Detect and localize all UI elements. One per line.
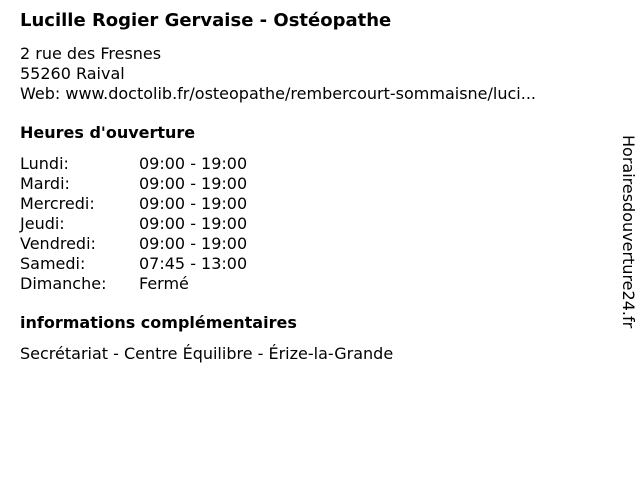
city-postcode: 55260 Raival <box>20 64 125 83</box>
additional-info-heading: informations complémentaires <box>20 313 297 332</box>
time-value: 09:00 - 19:00 <box>139 174 248 193</box>
hours-row-friday <box>20 234 247 254</box>
day-label: Lundi: <box>20 154 69 173</box>
additional-info-text: Secrétariat - Centre Équilibre - Érize-la-Grande <box>20 344 394 363</box>
day-label: Vendredi: <box>20 234 96 253</box>
address-block <box>20 44 595 104</box>
day-label: Mardi: <box>20 174 70 193</box>
hours-row-tuesday <box>20 174 247 194</box>
time-value: 09:00 - 19:00 <box>139 194 248 213</box>
website-link[interactable]: Web: www.doctolib.fr/osteopathe/rembercourt-sommaisne/luci... <box>20 84 536 103</box>
time-value: 07:45 - 13:00 <box>139 254 248 273</box>
street-address: 2 rue des Fresnes <box>20 44 162 63</box>
hours-row-saturday <box>20 254 247 274</box>
time-value: 09:00 - 19:00 <box>139 214 248 233</box>
day-label: Jeudi: <box>20 214 65 233</box>
time-value: 09:00 - 19:00 <box>139 234 248 253</box>
hours-row-wednesday <box>20 194 247 214</box>
opening-hours-heading: Heures d'ouverture <box>20 123 196 142</box>
time-value: Fermé <box>139 274 189 293</box>
hours-row-monday <box>20 154 247 174</box>
time-value: 09:00 - 19:00 <box>139 154 248 173</box>
day-label: Dimanche: <box>20 274 107 293</box>
site-watermark: Horairesdouverture24.fr <box>619 135 638 329</box>
hours-row-thursday <box>20 214 247 234</box>
hours-row-sunday <box>20 274 247 294</box>
opening-hours-table <box>20 154 247 294</box>
page-title: Lucille Rogier Gervaise - Ostéopathe <box>20 10 392 31</box>
day-label: Samedi: <box>20 254 86 273</box>
day-label: Mercredi: <box>20 194 95 213</box>
